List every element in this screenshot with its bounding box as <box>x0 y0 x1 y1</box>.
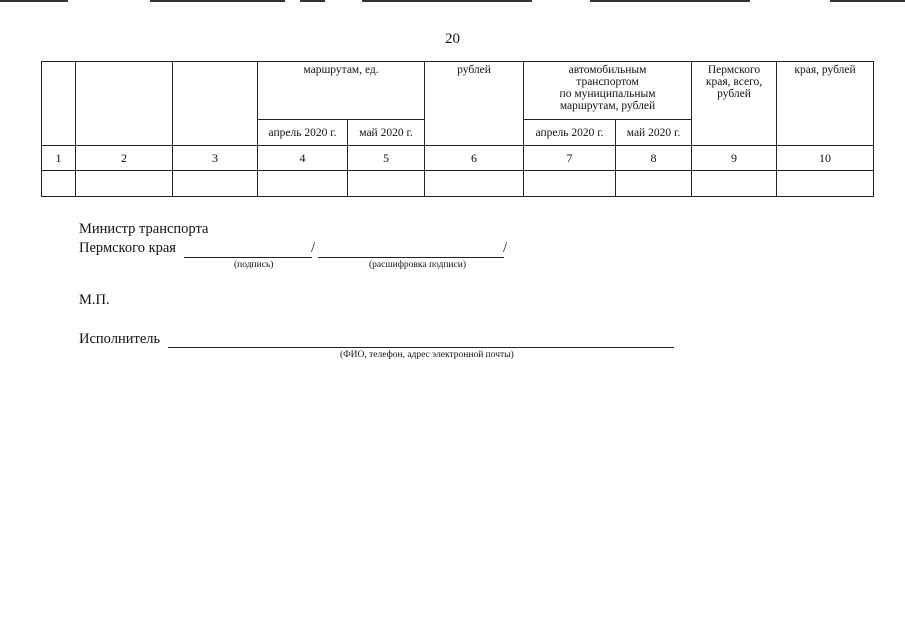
table-cell <box>692 171 777 197</box>
signature-slash: / <box>311 240 316 256</box>
table-cell <box>524 171 616 197</box>
signature-line <box>184 257 312 258</box>
header-transport-line: по муниципальным <box>559 88 656 100</box>
column-number: 1 <box>42 146 76 171</box>
column-number: 2 <box>76 146 173 171</box>
header-row-1 <box>42 62 874 120</box>
signer-region: Пермского края <box>79 240 176 256</box>
signature-decode-caption: (расшифровка подписи) <box>369 260 466 270</box>
signer-position: Министр транспорта <box>79 221 209 237</box>
table-cell <box>76 171 173 197</box>
column-number: 8 <box>616 146 692 171</box>
signature-caption: (подпись) <box>234 260 274 270</box>
column-number: 6 <box>425 146 524 171</box>
table-cell <box>425 171 524 197</box>
header-region-rubles: края, рублей <box>777 62 874 146</box>
header-routes-count: маршрутам, ед. <box>258 62 425 120</box>
header-cell-1 <box>42 62 76 146</box>
header-perm-total <box>692 62 777 146</box>
top-edge-line <box>300 0 325 2</box>
header-april-routes: апрель 2020 г. <box>258 120 348 146</box>
stamp-label: М.П. <box>79 292 110 308</box>
table-cell <box>258 171 348 197</box>
table-row-empty <box>42 171 874 197</box>
header-perm-line: Пермского <box>707 64 761 76</box>
signature-slash: / <box>503 240 508 256</box>
column-number: 7 <box>524 146 616 171</box>
top-edge-line <box>362 0 532 2</box>
table-cell <box>173 171 258 197</box>
column-number: 5 <box>348 146 425 171</box>
header-may-routes: май 2020 г. <box>348 120 425 146</box>
header-rubles: рублей <box>425 62 524 146</box>
column-number: 3 <box>173 146 258 171</box>
header-transport-line: транспортом <box>576 76 639 88</box>
column-numbers-row <box>42 146 874 171</box>
column-number: 10 <box>777 146 874 171</box>
top-edge-line <box>0 0 68 2</box>
header-cell-2 <box>76 62 173 146</box>
header-transport-line: маршрутам, рублей <box>559 100 656 112</box>
header-may-rubles: май 2020 г. <box>616 120 692 146</box>
column-number: 9 <box>692 146 777 171</box>
top-edge-line <box>830 0 905 2</box>
header-perm-line: рублей <box>717 88 751 100</box>
page-number: 20 <box>445 31 460 47</box>
executor-line <box>168 347 674 348</box>
table-cell <box>42 171 76 197</box>
table-cell <box>348 171 425 197</box>
executor-label: Исполнитель <box>79 331 161 347</box>
header-transport <box>524 62 692 120</box>
table-cell <box>777 171 874 197</box>
header-april-rubles: апрель 2020 г. <box>524 120 616 146</box>
header-perm-line: края, всего, <box>705 76 763 88</box>
column-number: 4 <box>258 146 348 171</box>
executor-caption: (ФИО, телефон, адрес электронной почты) <box>340 350 514 360</box>
table-cell <box>616 171 692 197</box>
header-cell-3 <box>173 62 258 146</box>
report-table <box>41 61 874 197</box>
signature-decode-line <box>318 257 504 258</box>
top-edge-line <box>150 0 285 2</box>
top-edge-line <box>590 0 750 2</box>
header-transport-line: автомобильным <box>568 64 647 76</box>
